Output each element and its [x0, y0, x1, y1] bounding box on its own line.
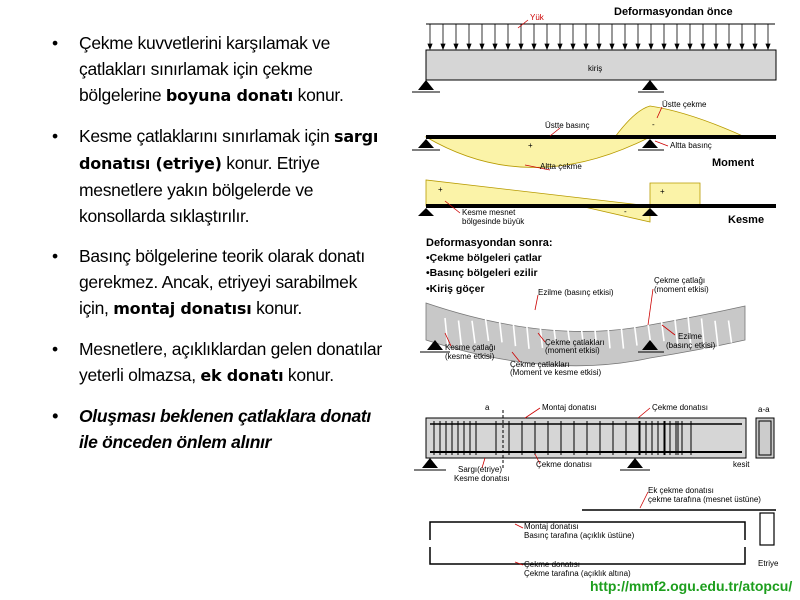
load-arrowhead	[454, 44, 458, 49]
load-arrowhead	[649, 44, 653, 49]
after-item-2: •Basınç bölgeleri ezilir	[426, 267, 538, 279]
moment-plus: +	[528, 141, 533, 150]
tension-reinf-label-b: Çekme donatısı	[536, 460, 593, 469]
load-arrowhead	[688, 44, 692, 49]
load-arrowhead	[519, 44, 523, 49]
support-right-1	[642, 80, 658, 90]
load-arrowhead	[584, 44, 588, 49]
shear-plus-2: +	[660, 187, 665, 196]
top-tension-label: Üstte çekme	[662, 100, 707, 109]
section-mark: a	[485, 403, 490, 412]
moment-positive-area	[426, 137, 650, 168]
bullet-marker: •	[52, 246, 58, 266]
after-title: Deformasyondan sonra:	[426, 237, 553, 249]
shear-plus-1: +	[438, 185, 443, 194]
tension-bar	[430, 547, 745, 564]
shear-crack-2: (kesme etkisi)	[445, 352, 495, 361]
stirrup-label-2: Kesme donatısı	[454, 474, 510, 483]
bullet-list	[52, 30, 382, 469]
bullet-item-4: • Mesnetlere, açıklıklardan gelen donatılar yeterli olmazsa, ek donatı konur.	[52, 336, 382, 389]
section-aa: a-a	[758, 405, 770, 414]
beam-figure	[400, 0, 800, 600]
load-label: Yük	[530, 13, 544, 22]
load-arrowhead	[714, 44, 718, 49]
moment-baseline	[426, 135, 776, 139]
montage-label: Montaj donatısı	[542, 403, 597, 412]
shear-negative-area	[580, 206, 650, 222]
load-arrowhead	[480, 44, 484, 49]
load-arrowhead	[506, 44, 510, 49]
stirrup-label-1: Sargı(etriye)	[458, 465, 503, 474]
tension-cracks-4: (Moment ve kesme etkisi)	[510, 368, 602, 377]
crack-right-1: Çekme çatlağı	[654, 276, 706, 285]
load-arrowhead	[623, 44, 627, 49]
load-arrowhead	[701, 44, 705, 49]
extra-label-1: Ek çekme donatısı	[648, 486, 714, 495]
montage-b-label-2: Basınç tarafına (açıklık üstüne)	[524, 531, 635, 540]
bullet-item-1: • Çekme kuvvetlerini karşılamak ve çatlakları sınırlamak için çekme bölgelerine boyuna donatı konur.	[52, 30, 382, 109]
load-arrowhead	[727, 44, 731, 49]
shear-left-area	[426, 180, 650, 206]
tension-reinf-label: Çekme donatısı	[652, 403, 709, 412]
load-arrowhead	[467, 44, 471, 49]
crush-label-2: Ezilme	[678, 332, 703, 341]
tension-cracks-3: Çekme çatlakları	[510, 360, 570, 369]
bullet-marker: •	[52, 33, 58, 53]
extra-label-2: çekme tarafına (mesnet üstüne)	[648, 495, 761, 504]
bullet-item-2: • Kesme çatlaklarını sınırlamak için sargı donatısı (etriye) konur. Etriye mesnetlere yakın bölgelerde ve konsollarda sıklaştırılır.	[52, 123, 382, 229]
bullet-item-3: • Basınç bölgelerine teorik olarak donatı gerekmez. Ancak, etriyeyi sarabilmek için, montaj donatısı konur.	[52, 243, 382, 322]
load-arrowhead	[753, 44, 757, 49]
load-arrowhead	[610, 44, 614, 49]
stirrup-shape	[760, 513, 774, 545]
section-label: kesit	[733, 460, 750, 469]
beam-label: kiriş	[588, 64, 603, 73]
load-arrowhead	[558, 44, 562, 49]
support-left-1	[418, 80, 434, 90]
load-arrowhead	[675, 44, 679, 49]
crush-label-1: Ezilme (basınç etkisi)	[538, 288, 614, 297]
load-arrowhead	[636, 44, 640, 49]
shear-label-2: bölgesinde büyük	[462, 217, 525, 226]
shear-label-1: Kesme mesnet	[462, 208, 516, 217]
bullet-marker: •	[52, 339, 58, 359]
bullet-marker: •	[52, 406, 58, 426]
shear-minus: -	[624, 207, 627, 216]
bottom-compression-label: Altta basınç	[670, 141, 712, 150]
load-arrowhead	[493, 44, 497, 49]
shear-title: Kesme	[728, 214, 765, 226]
stirrup-label: Etriye	[758, 559, 779, 568]
montage-b-label-1: Montaj donatısı	[524, 522, 579, 531]
crack-right-2: (moment etkisi)	[654, 285, 709, 294]
load-arrowhead	[428, 44, 432, 49]
after-item-3: •Kiriş göçer	[426, 283, 485, 295]
shear-crack-1: Kesme çatlağı	[445, 343, 496, 352]
bullet-item-5: • Oluşması beklenen çatlaklara donatı ile önceden önlem alınır	[52, 403, 382, 455]
load-arrowhead	[532, 44, 536, 49]
top-compression-label: Üstte basınç	[545, 121, 590, 130]
moment-negative-area	[615, 106, 745, 137]
crush-label-3: (basınç etkisi)	[666, 341, 716, 350]
tension-cracks-2: (moment etkisi)	[545, 346, 600, 355]
load-arrowhead	[597, 44, 601, 49]
load-arrowhead	[545, 44, 549, 49]
beam-diagrams	[400, 0, 800, 600]
after-item-1: •Çekme bölgeleri çatlar	[426, 252, 542, 264]
load-arrowhead	[766, 44, 770, 49]
bullet-marker: •	[52, 126, 58, 146]
load-arrowhead	[571, 44, 575, 49]
load-arrowhead	[441, 44, 445, 49]
tension-c-label-1: Çekme donatısı	[524, 560, 581, 569]
bottom-tension-label: Altta çekme	[540, 162, 582, 171]
moment-minus: -	[652, 120, 655, 129]
title-before: Deformasyondan önce	[614, 6, 733, 18]
load-arrows	[426, 24, 775, 49]
load-arrowhead	[662, 44, 666, 49]
tension-cracks-1: Çekme çatlakları	[545, 338, 605, 347]
moment-title: Moment	[712, 157, 755, 169]
tension-c-label-2: Çekme tarafına (açıklık altına)	[524, 569, 631, 578]
shear-right-area	[650, 183, 700, 206]
load-arrowhead	[740, 44, 744, 49]
source-url[interactable]: http://mmf2.ogu.edu.tr/atopcu/	[590, 578, 793, 594]
